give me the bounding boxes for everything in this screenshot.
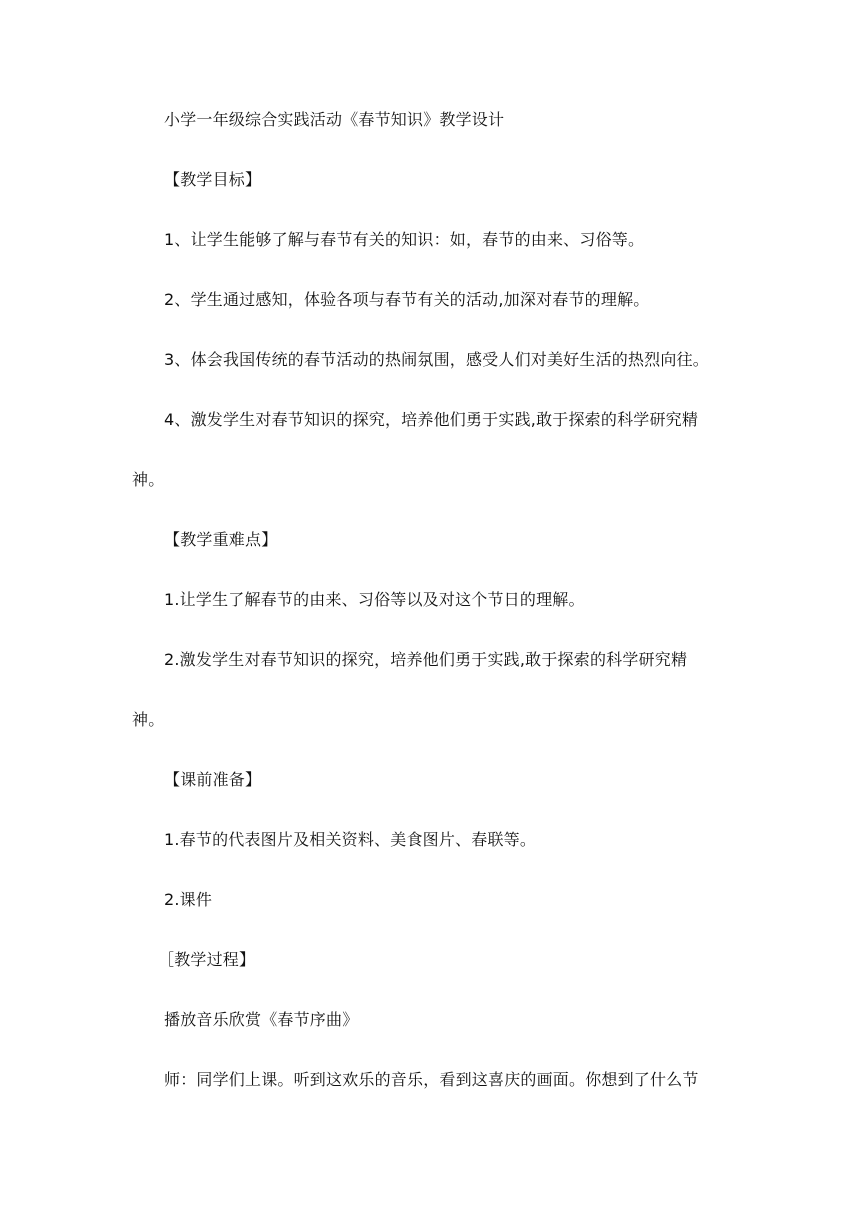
document-title: 小学一年级综合实践活动《春节知识》教学设计	[164, 110, 505, 129]
preparation-item-2: 2.课件	[164, 890, 213, 909]
objective-item-4: 4、激发学生对春节知识的探究，培养他们勇于实践,敢于探索的科学研究精	[164, 410, 699, 429]
objective-item-3: 3、体会我国传统的春节活动的热闹氛围，感受人们对美好生活的热烈向往。	[164, 350, 709, 369]
section-heading-preparation: 【课前准备】	[164, 770, 262, 789]
process-item-1: 播放音乐欣赏《春节序曲》	[164, 1010, 359, 1029]
key-point-item-1: 1.让学生了解春节的由来、习俗等以及对这个节日的理解。	[164, 590, 585, 609]
section-heading-objectives: 【教学目标】	[164, 170, 262, 189]
objective-item-4-continued: 神。	[132, 470, 165, 489]
preparation-item-1: 1.春节的代表图片及相关资料、美食图片、春联等。	[164, 830, 537, 849]
section-heading-key-points: 【教学重难点】	[164, 530, 278, 549]
objective-item-2: 2、学生通过感知，体验各项与春节有关的活动,加深对春节的理解。	[164, 290, 650, 309]
key-point-item-2: 2.激发学生对春节知识的探究，培养他们勇于实践,敢于探索的科学研究精	[164, 650, 688, 669]
section-heading-process: ［教学过程】	[158, 950, 256, 969]
objective-item-1: 1、让学生能够了解与春节有关的知识：如，春节的由来、习俗等。	[164, 230, 645, 249]
process-item-2: 师：同学们上课。听到这欢乐的音乐，看到这喜庆的画面。你想到了什么节	[164, 1070, 699, 1089]
key-point-item-2-continued: 神。	[132, 710, 165, 729]
